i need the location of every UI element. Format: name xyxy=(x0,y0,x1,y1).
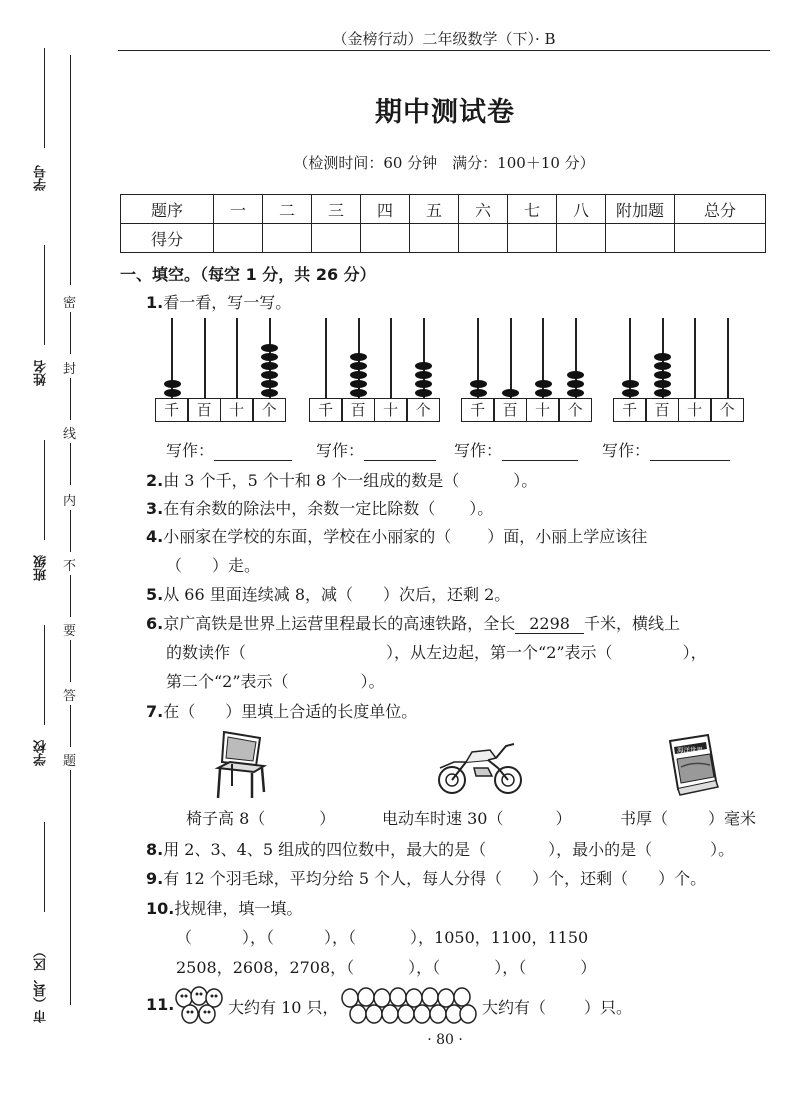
abacus-place-labels xyxy=(462,398,592,422)
abacus-bead xyxy=(470,380,487,388)
seal-line xyxy=(70,705,71,747)
question-number: 6. xyxy=(146,614,164,633)
abacus-rod xyxy=(325,318,327,398)
abacus-bead xyxy=(535,380,552,388)
question-11-number xyxy=(146,995,174,1014)
abacus-bead xyxy=(350,380,367,388)
table-cell: 六 xyxy=(459,195,508,224)
score-input-cell[interactable] xyxy=(606,224,675,253)
seal-line xyxy=(70,575,71,617)
place-label: 个 xyxy=(558,398,592,422)
score-input-cell[interactable] xyxy=(459,224,508,253)
question-text: ）个。 xyxy=(658,869,707,888)
write-line-2 xyxy=(316,438,436,461)
question-2 xyxy=(146,468,537,491)
place-label: 千 xyxy=(461,398,495,422)
abacus-bead xyxy=(654,353,671,361)
abacus-rod xyxy=(236,318,238,398)
write-line-1 xyxy=(166,438,292,461)
question-number: 9. xyxy=(146,869,164,888)
seal-char: 不 xyxy=(63,559,77,574)
margin-line xyxy=(44,245,45,345)
question-text: ）次后，还剩 2。 xyxy=(383,585,511,604)
chair-icon xyxy=(210,728,274,800)
question-text: ）。 xyxy=(360,672,385,691)
question-text: （ xyxy=(166,556,183,575)
question-10 xyxy=(146,896,302,919)
seal-line xyxy=(70,312,71,354)
question-number: 5. xyxy=(146,585,164,604)
score-table xyxy=(120,194,766,253)
question-6 xyxy=(146,611,680,634)
seal-line xyxy=(70,640,71,682)
abacus-bead xyxy=(470,389,487,397)
score-input-cell[interactable] xyxy=(410,224,459,253)
question-text: 书厚（ xyxy=(620,809,669,828)
answer-blank[interactable] xyxy=(650,441,730,461)
question-text: 看一看，写一写。 xyxy=(163,293,292,312)
write-label: 写作： xyxy=(166,441,215,460)
seal-char: 题 xyxy=(63,754,77,769)
question-text: ），（ xyxy=(242,928,275,947)
abacus-bead xyxy=(654,371,671,379)
book-title-text: 海洋世界 xyxy=(677,746,703,754)
abacus-place-labels xyxy=(156,398,286,422)
seal-char: 密 xyxy=(63,296,77,311)
table-cell: 五 xyxy=(410,195,459,224)
abacus-bead xyxy=(654,380,671,388)
abacus-bead xyxy=(350,389,367,397)
q7-item-chair xyxy=(186,806,335,829)
question-text: ） xyxy=(555,809,572,828)
table-cell: 七 xyxy=(508,195,557,224)
question-5 xyxy=(146,582,510,605)
place-label: 百 xyxy=(341,398,375,422)
question-text: ） xyxy=(319,809,336,828)
score-input-cell[interactable] xyxy=(312,224,361,253)
seal-char: 封 xyxy=(63,362,77,377)
score-input-cell[interactable] xyxy=(361,224,410,253)
question-text: ）毫米 xyxy=(708,809,757,828)
abacus-bead xyxy=(350,353,367,361)
question-11-text-a: 大约有 10 只， xyxy=(228,998,339,1017)
question-text: ）面，小丽上学应该往 xyxy=(487,527,648,546)
abacus-bead xyxy=(535,389,552,397)
question-text: 从 66 里面连续减 8，减（ xyxy=(163,585,354,604)
question-text: 第二个“2”表示（ xyxy=(166,672,289,691)
seal-char: 线 xyxy=(63,427,77,442)
question-4 xyxy=(146,524,647,547)
question-text: ），最小的是（ xyxy=(548,840,653,859)
place-label: 十 xyxy=(374,398,408,422)
abacus-bead xyxy=(654,362,671,370)
score-input-cell[interactable] xyxy=(263,224,312,253)
exam-info: （检测时间：60 分钟 满分：100＋10 分） xyxy=(293,154,595,172)
margin-line xyxy=(44,822,45,912)
question-text: ），（ xyxy=(494,958,527,977)
place-label: 十 xyxy=(526,398,560,422)
score-input-cell[interactable] xyxy=(557,224,606,253)
question-number: 2. xyxy=(146,471,164,490)
margin-line xyxy=(44,440,45,540)
question-8 xyxy=(146,837,734,860)
table-cell: 得分 xyxy=(121,224,214,253)
question-text: 大约有（ xyxy=(482,998,547,1017)
place-label: 个 xyxy=(406,398,440,422)
question-number: 10. xyxy=(146,899,175,918)
abacus-bead xyxy=(350,362,367,370)
table-cell: 二 xyxy=(263,195,312,224)
score-input-cell[interactable] xyxy=(214,224,263,253)
question-number: 11. xyxy=(146,995,175,1014)
abacus-bead xyxy=(415,362,432,370)
question-4-cont xyxy=(166,553,260,576)
abacus-place-labels xyxy=(614,398,744,422)
abacus-bead xyxy=(261,389,278,397)
margin-label-class: 班级 xyxy=(34,555,49,581)
abacus-bead xyxy=(654,389,671,397)
abacus-place-labels xyxy=(310,398,440,422)
question-text: 在有余数的除法中，余数一定比除数（ xyxy=(163,499,436,518)
seal-line xyxy=(70,443,71,485)
question-text: ）只。 xyxy=(584,998,633,1017)
question-text: 有 12 个羽毛球，平均分给 5 个人，每人分得（ xyxy=(163,869,503,888)
seal-line xyxy=(70,378,71,420)
question-text: ），1050，1100，1150 xyxy=(410,928,589,947)
question-text: ） xyxy=(580,958,597,977)
question-10-row1 xyxy=(176,925,588,948)
score-table-score-row xyxy=(121,224,766,253)
write-line-3 xyxy=(454,438,578,461)
abacus-bead xyxy=(567,389,584,397)
write-label: 写作： xyxy=(316,441,365,460)
margin-label-city: 市（县、区） xyxy=(34,945,49,1023)
abacus-bead xyxy=(415,371,432,379)
answer-blank[interactable] xyxy=(364,441,436,461)
page-title: 期中测试卷 xyxy=(375,97,515,128)
abacus-rod xyxy=(204,318,206,398)
question-text: 由 3 个千，5 个十和 8 个一组成的数是（ xyxy=(163,471,460,490)
header-rule xyxy=(118,50,770,51)
question-3 xyxy=(146,496,493,519)
question-text: ）， xyxy=(682,643,707,662)
abacus-bead xyxy=(350,371,367,379)
abacus-bead xyxy=(415,389,432,397)
question-1 xyxy=(146,290,291,313)
seal-line xyxy=(70,770,71,1005)
seal-char: 要 xyxy=(63,624,77,639)
question-text: ）里填上合适的长度单位。 xyxy=(225,702,418,721)
question-text: ）个，还剩（ xyxy=(532,869,629,888)
question-number: 3. xyxy=(146,499,164,518)
abacus-bead xyxy=(415,380,432,388)
table-cell: 题序 xyxy=(121,195,214,224)
q7-item-book xyxy=(620,806,756,829)
place-label: 百 xyxy=(493,398,527,422)
table-cell: 四 xyxy=(361,195,410,224)
score-input-cell[interactable] xyxy=(675,224,766,253)
question-text: 的数读作（ xyxy=(166,643,247,662)
seal-char: 内 xyxy=(63,494,77,509)
answer-blank[interactable] xyxy=(502,441,578,461)
bird-group-large-icon xyxy=(340,986,478,1026)
place-label: 千 xyxy=(155,398,189,422)
question-number: 4. xyxy=(146,527,164,546)
question-7 xyxy=(146,699,417,722)
question-text: 用 2、3、4、5 组成的四位数中，最大的是（ xyxy=(163,840,487,859)
write-line-4 xyxy=(602,438,730,461)
question-text: （ xyxy=(176,928,193,947)
electric-bike-icon xyxy=(436,738,526,796)
question-text: ），（ xyxy=(408,958,441,977)
abacus-bead xyxy=(164,380,181,388)
question-10-row2 xyxy=(176,955,596,978)
abacus-4 xyxy=(614,318,744,428)
abacus-1 xyxy=(156,318,286,428)
table-cell: 八 xyxy=(557,195,606,224)
write-label: 写作： xyxy=(602,441,651,460)
abacus-bead xyxy=(622,380,639,388)
question-text: 在（ xyxy=(163,702,196,721)
place-label: 个 xyxy=(710,398,744,422)
question-text: 小丽家在学校的东面，学校在小丽家的（ xyxy=(163,527,452,546)
abacus-bead xyxy=(261,344,278,352)
question-number: 1. xyxy=(146,293,164,312)
question-11-text-b xyxy=(482,995,632,1018)
question-text: 京广高铁是世界上运营里程最长的高速铁路，全长 xyxy=(163,614,516,633)
place-label: 十 xyxy=(220,398,254,422)
question-number: 7. xyxy=(146,702,164,721)
question-text: ），从左边起，第一个“2”表示（ xyxy=(386,643,613,662)
place-label: 千 xyxy=(613,398,647,422)
write-label: 写作： xyxy=(454,441,503,460)
abacus-bead xyxy=(567,380,584,388)
answer-blank[interactable] xyxy=(214,441,292,461)
abacus-rod xyxy=(694,318,696,398)
seal-char: 答 xyxy=(63,689,77,704)
abacus-bead xyxy=(261,371,278,379)
question-text: 椅子高 8（ xyxy=(186,809,266,828)
margin-label-name: 姓名 xyxy=(34,360,49,386)
underlined-number: 2298 xyxy=(515,614,584,634)
seal-line xyxy=(70,510,71,552)
question-text: ），（ xyxy=(324,928,357,947)
table-cell: 一 xyxy=(214,195,263,224)
question-text: 2508，2608，2708，（ xyxy=(176,958,355,977)
place-label: 千 xyxy=(309,398,343,422)
margin-line xyxy=(44,625,45,725)
score-table-header-row xyxy=(121,195,766,224)
table-cell: 三 xyxy=(312,195,361,224)
question-text: ）走。 xyxy=(212,556,261,575)
question-text: 找规律，填一填。 xyxy=(174,899,303,918)
abacus-rod xyxy=(510,318,512,398)
abacus-bead xyxy=(567,371,584,379)
margin-label-student-id: 学号 xyxy=(34,165,49,191)
question-number: 8. xyxy=(146,840,164,859)
place-label: 个 xyxy=(252,398,286,422)
question-text: ）。 xyxy=(513,471,538,490)
question-6-cont xyxy=(166,640,707,663)
question-text: 千米，横线上 xyxy=(583,614,680,633)
question-6-cont2 xyxy=(166,669,385,692)
abacus-bead xyxy=(502,389,519,397)
page-number: · 80 · xyxy=(427,1032,463,1048)
table-cell: 总分 xyxy=(675,195,766,224)
question-text: ）。 xyxy=(469,499,494,518)
abacus-bead xyxy=(261,380,278,388)
abacus-3 xyxy=(462,318,592,428)
abacus-bead xyxy=(261,362,278,370)
abacus-bead xyxy=(622,389,639,397)
margin-label-school: 学校 xyxy=(34,740,49,766)
place-label: 百 xyxy=(645,398,679,422)
bird-group-small-icon xyxy=(174,986,224,1026)
abacus-2 xyxy=(310,318,440,428)
question-text: 电动车时速 30（ xyxy=(382,809,504,828)
q7-item-bike xyxy=(382,806,571,829)
abacus-bead xyxy=(164,389,181,397)
question-text: ）。 xyxy=(710,840,735,859)
book-icon xyxy=(664,733,720,797)
abacus-bead xyxy=(261,353,278,361)
score-input-cell[interactable] xyxy=(508,224,557,253)
question-9 xyxy=(146,866,706,889)
table-cell: 附加题 xyxy=(606,195,675,224)
place-label: 十 xyxy=(678,398,712,422)
place-label: 百 xyxy=(187,398,221,422)
section-heading: 一、填空。（每空 1 分，共 26 分） xyxy=(120,265,376,284)
abacus-rod xyxy=(727,318,729,398)
abacus-rod xyxy=(390,318,392,398)
page-header: （金榜行动）二年级数学（下）· B xyxy=(332,30,556,48)
